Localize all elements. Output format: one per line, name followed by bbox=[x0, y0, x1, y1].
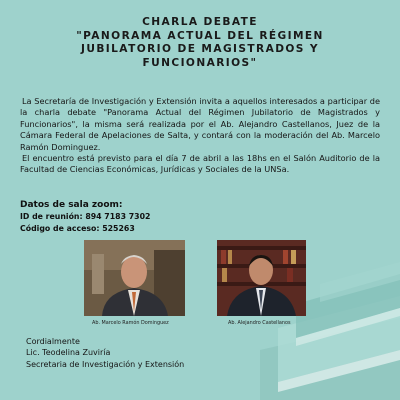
title-line-3: JUBILATORIO DE MAGISTRADOS Y bbox=[80, 43, 319, 56]
signature-role: Secretaria de Investigación y Extensión bbox=[26, 359, 185, 369]
signature-closing: Cordialmente bbox=[26, 337, 80, 346]
event-title bbox=[20, 16, 380, 70]
signature-name: Lic. Teodelina Zuviría bbox=[26, 348, 111, 358]
moderator-caption: Ab. Marcelo Ramón Dominguez bbox=[92, 320, 169, 326]
zoom-access-code: Código de acceso: 525263 bbox=[20, 224, 135, 233]
signature-block bbox=[26, 336, 286, 370]
zoom-meeting-id: ID de reunión: 894 7183 7302 bbox=[20, 212, 151, 221]
invitation-text bbox=[20, 96, 380, 176]
invitation-paragraph: La Secretaría de Investigación y Extensión invita a aquellos interesados a participar de la charla debate "Panorama Actual del Régimen Jubilatorio de Magistrados y Funcionarios", la misma será realizada por el Ab. Alejandro Castellanos, Juez de la Cámara Federal de Apelaciones de Salta, y contará con la moderación del Ab. Marcelo Ramón Dominguez. bbox=[20, 96, 380, 152]
schedule-paragraph: El encuentro está previsto para el día 7 de abril a las 18hs en el Salón Auditorio de la Facultad de Ciencias Económicas, Jurídicas y Sociales de la UNSa. bbox=[20, 153, 380, 175]
zoom-details bbox=[20, 199, 260, 235]
title-line-1: CHARLA DEBATE bbox=[142, 16, 258, 28]
title-line-4: FUNCIONARIOS" bbox=[142, 56, 258, 69]
speaker-caption: Ab. Alejandro Castellanos bbox=[228, 320, 291, 326]
speaker-photo bbox=[217, 240, 306, 316]
moderator-photo bbox=[84, 240, 185, 316]
title-line-2: "PANORAMA ACTUAL DEL RÉGIMEN bbox=[76, 29, 324, 42]
zoom-heading: Datos de sala zoom: bbox=[20, 200, 123, 210]
